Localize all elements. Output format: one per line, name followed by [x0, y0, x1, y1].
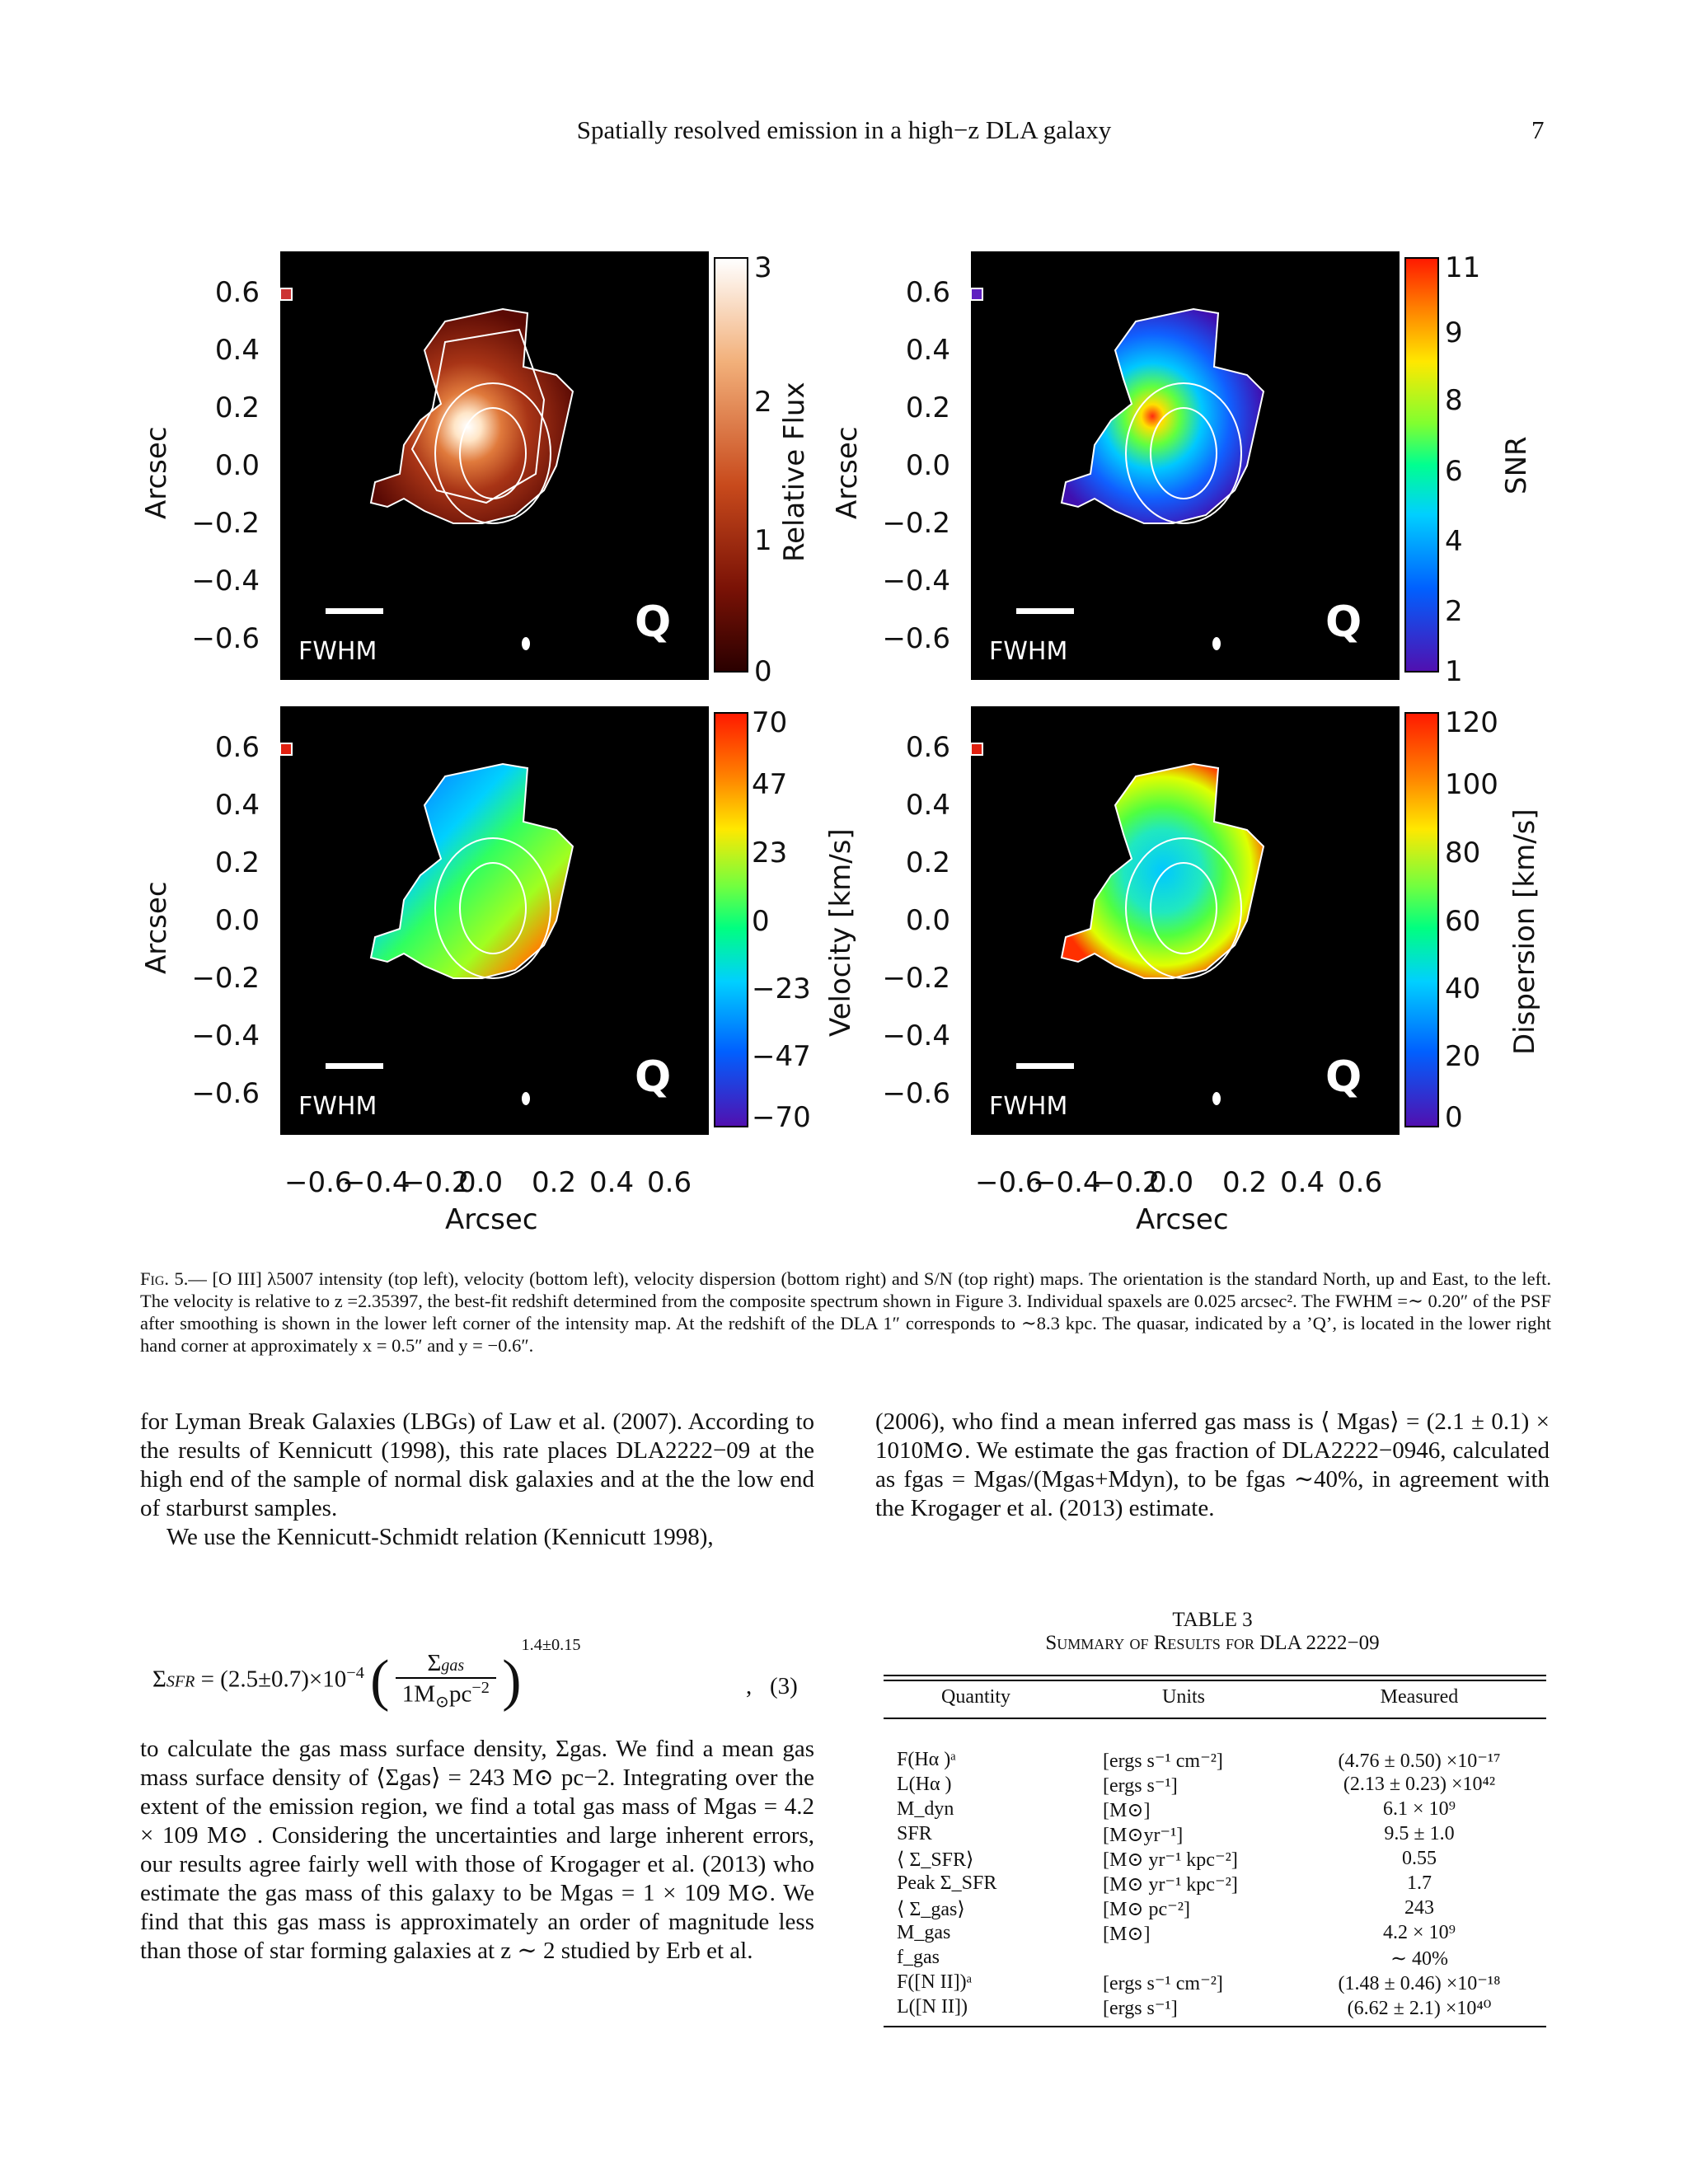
table-row: [884, 1971, 1546, 1996]
cell: F([N II])ᵃ: [897, 1971, 973, 1993]
cell: ⟨ Σ_SFR⟩: [897, 1849, 974, 1871]
column-header: Units: [1162, 1686, 1206, 1708]
fwhm-label: FWHM: [989, 1092, 1068, 1121]
cbar-title: Velocity [km/s]: [824, 828, 857, 1037]
y-tick: 0.4: [214, 789, 260, 822]
cbar-tick: 100: [1445, 768, 1498, 801]
y-tick: −0.6: [882, 622, 950, 655]
x-tick: 0.0: [1149, 1166, 1194, 1199]
y-tick: 0.2: [214, 846, 260, 879]
y-tick: −0.4: [882, 1019, 950, 1052]
table-rule: [884, 2026, 1546, 2027]
cbar-tick: 0: [754, 655, 772, 688]
table-row: [884, 1897, 1546, 1922]
column-header: Quantity: [941, 1686, 1010, 1708]
cell: [M⊙]: [1103, 1924, 1151, 1945]
running-title: Spatially resolved emission in a high−z DLA galaxy: [576, 115, 1112, 144]
table-row: [884, 1996, 1546, 2021]
paragraph: We use the Kennicutt-Schmidt relation (Kennicutt 1998),: [166, 1524, 714, 1550]
x-tick: −0.4: [342, 1166, 410, 1199]
equation-3: $\Sigma SFR = (2.5\pm 0.7)\times 10^{-4}$ ( Σgas $1M_⊙pc^{-2}$ )$^{1.4\pm 0.15}$: [152, 1636, 581, 1713]
cell: ∼ 40%: [1390, 1948, 1449, 1970]
cell: M_gas: [897, 1922, 951, 1943]
equation-lhs: Σ: [152, 1666, 166, 1693]
equation-number: , (3): [746, 1673, 798, 1699]
caption-label: Fig. 5.—: [140, 1268, 207, 1289]
x-tick: 0.6: [1338, 1166, 1383, 1199]
cell: L([N II]): [897, 1996, 968, 2018]
table-row: [884, 1872, 1546, 1897]
x-tick: −0.6: [975, 1166, 1043, 1199]
y-axis-title: Arcsec: [140, 881, 173, 974]
table-row: [884, 1823, 1546, 1848]
equation-number-text: (3): [770, 1673, 798, 1699]
caption-text: [O III] λ5007 intensity (top left), velocity (bottom left), velocity dispersion (bottom right) and S/N (top right) maps. The orientation is the standard North, up and East, to the left. The velocity is relative to z =2.35397, the best-fit redshift determined from the composite spectrum shown in Figure 3. Individual spaxels are 0.025 arcsec². The FWHM =∼ 0.20″ of the PSF after smoothing is shown in the lower left corner of the intensity map. At the redshift of the DLA 1″ corresponds to ∼8.3 kpc. The quasar, indicated by a ’Q’, is located in the lower right hand corner at approximately x = 0.5″ and y = −0.6″.: [140, 1268, 1551, 1356]
quasar-marker: Q: [1325, 1052, 1362, 1102]
cbar-tick: 1: [1445, 655, 1463, 688]
cell: [ergs s⁻¹ cm⁻²]: [1103, 1973, 1223, 1994]
x-tick: 0.0: [458, 1166, 504, 1199]
y-tick: 0.6: [905, 731, 950, 764]
colorbar-intensity: [714, 257, 748, 673]
y-tick: −0.6: [191, 1077, 260, 1110]
cell: 4.2 × 10⁹: [1383, 1922, 1456, 1943]
table-rule: [884, 1680, 1546, 1681]
panel-intensity: [280, 251, 709, 680]
cell: 243: [1404, 1897, 1434, 1919]
paragraph: for Lyman Break Galaxies (LBGs) of Law et al. (2007). According to the results of Kennicutt (1998), this rate places DLA2222−09 at the high end of the sample of normal disk galaxies and at the the low end of starburst samples.: [140, 1408, 814, 1521]
cell: 6.1 × 10⁹: [1383, 1798, 1456, 1820]
left-column: [140, 1408, 814, 1552]
cbar-tick: 0: [1445, 1101, 1463, 1134]
y-tick: 0.6: [214, 276, 260, 309]
table-row: [884, 1922, 1546, 1947]
panel-snr: [971, 251, 1400, 680]
y-tick: 0.6: [905, 276, 950, 309]
cell: [ergs s⁻¹]: [1103, 1775, 1178, 1797]
fwhm-bar: [1016, 1063, 1074, 1069]
fwhm-label: FWHM: [989, 637, 1068, 666]
cell: f_gas: [897, 1947, 940, 1968]
fwhm-bar: [326, 608, 383, 614]
cell: L(Hα ): [897, 1774, 952, 1795]
cbar-tick: 6: [1445, 455, 1463, 488]
cell: (1.48 ± 0.46) ×10⁻¹⁸: [1338, 1973, 1501, 1994]
cell: 1.7: [1407, 1872, 1432, 1894]
table-header-row: [884, 1686, 1546, 1711]
page-number: 7: [1531, 115, 1545, 144]
cbar-tick: 23: [752, 837, 788, 869]
cbar-tick: 11: [1445, 251, 1481, 284]
y-axis-title: Arcsec: [831, 426, 864, 519]
y-tick: 0.2: [214, 391, 260, 424]
cbar-title: Dispersion [km/s]: [1508, 808, 1541, 1055]
cell: Peak Σ_SFR: [897, 1872, 997, 1894]
cell: F(Hα )ᵃ: [897, 1749, 956, 1770]
quasar-marker: Q: [635, 1052, 672, 1102]
cbar-tick: 2: [1445, 595, 1463, 628]
cell: ⟨ Σ_gas⟩: [897, 1899, 965, 1920]
colorbar-velocity: [714, 712, 748, 1127]
cell: [M⊙ yr⁻¹ kpc⁻²]: [1103, 1849, 1238, 1871]
x-tick: 0.2: [532, 1166, 577, 1199]
y-tick: −0.2: [882, 507, 950, 540]
cell: [ergs s⁻¹ cm⁻²]: [1103, 1750, 1223, 1772]
right-column: [875, 1408, 1550, 1523]
cell: [M⊙ pc⁻²]: [1103, 1899, 1190, 1920]
cbar-tick: 60: [1445, 905, 1481, 938]
y-tick: −0.4: [882, 565, 950, 598]
cbar-tick: 8: [1445, 384, 1463, 417]
y-tick: −0.2: [882, 962, 950, 995]
y-tick: −0.4: [191, 1019, 260, 1052]
cell: 0.55: [1402, 1848, 1437, 1869]
y-tick: −0.6: [882, 1077, 950, 1110]
table-rule: [884, 1675, 1546, 1676]
y-tick: 0.4: [905, 334, 950, 367]
y-tick: 0.4: [214, 334, 260, 367]
panel-dispersion: [971, 706, 1400, 1135]
quasar-marker: Q: [1325, 598, 1362, 647]
table-title: TABLE 3: [1172, 1609, 1253, 1631]
paragraph: to calculate the gas mass surface density, Σgas. We find a mean gas mass surface density of ⟨Σgas⟩ = 243 M⊙ pc−2. Integrating over the extent of the emission region, we find a total gas mass of Mgas = 4.2 × 109 M⊙ . Considering the uncertainties and large inherent errors, our results agree fairly well with those of Krogager et al. (2013) who estimate the gas mass of this galaxy to be Mgas = 1 × 109 M⊙. We find that this gas mass is approximately an order of magnitude less than those of star forming galaxies at z ∼ 2 studied by Erb et al.: [140, 1736, 814, 1964]
cbar-tick: 20: [1445, 1040, 1481, 1073]
x-axis-title: Arcsec: [445, 1203, 538, 1236]
y-tick: 0.2: [905, 846, 950, 879]
y-tick: −0.2: [191, 507, 260, 540]
table-row: [884, 1749, 1546, 1774]
y-tick: 0.4: [905, 789, 950, 822]
y-tick: 0.0: [214, 904, 260, 937]
cell: (4.76 ± 0.50) ×10⁻¹⁷: [1338, 1750, 1501, 1772]
fwhm-label: FWHM: [298, 637, 377, 666]
cbar-tick: 0: [752, 905, 770, 938]
cbar-tick: −47: [752, 1040, 811, 1073]
table-rule: [884, 1718, 1546, 1719]
colorbar-snr: [1404, 257, 1439, 673]
paragraph: (2006), who find a mean inferred gas mass is ⟨ Mgas⟩ = (2.1 ± 0.1) × 1010M⊙. We estimate the gas fraction of DLA2222−0946, calculated as fgas = Mgas/(Mgas+Mdyn), to be fgas ∼40%, in agreement with the Krogager et al. (2013) estimate.: [875, 1408, 1550, 1521]
table-row: [884, 1947, 1546, 1971]
cbar-tick: 80: [1445, 837, 1481, 869]
table-row: [884, 1774, 1546, 1798]
y-tick: 0.0: [905, 449, 950, 482]
cbar-tick: 47: [752, 768, 788, 801]
cell: [ergs s⁻¹]: [1103, 1998, 1178, 2019]
cbar-tick: 4: [1445, 525, 1463, 558]
cbar-title: SNR: [1500, 436, 1533, 494]
cbar-tick: 3: [754, 251, 772, 284]
left-column-continued: [140, 1735, 814, 1966]
x-tick: 0.2: [1222, 1166, 1268, 1199]
cbar-title: Relative Flux: [778, 382, 811, 562]
x-axis-title: Arcsec: [1136, 1203, 1229, 1236]
cbar-tick: 40: [1445, 972, 1481, 1005]
fwhm-label: FWHM: [298, 1092, 377, 1121]
cbar-tick: 9: [1445, 316, 1463, 349]
cbar-tick: 2: [754, 386, 772, 419]
cell: 9.5 ± 1.0: [1384, 1823, 1455, 1844]
cell: M_dyn: [897, 1798, 954, 1820]
x-tick: −0.2: [401, 1166, 470, 1199]
x-tick: 0.4: [1280, 1166, 1325, 1199]
y-tick: 0.0: [905, 904, 950, 937]
y-tick: −0.6: [191, 622, 260, 655]
y-tick: 0.6: [214, 731, 260, 764]
x-tick: 0.4: [589, 1166, 635, 1199]
y-tick: 0.0: [214, 449, 260, 482]
cell: (2.13 ± 0.23) ×10⁴²: [1343, 1774, 1496, 1795]
table-subtitle: Summary of Results for DLA 2222−09: [1045, 1632, 1380, 1654]
cbar-tick: −70: [752, 1101, 811, 1134]
cell: (6.62 ± 2.1) ×10⁴⁰: [1347, 1998, 1492, 2019]
y-axis-title: Arcsec: [140, 426, 173, 519]
colorbar-dispersion: [1404, 712, 1439, 1127]
quasar-marker: Q: [635, 598, 672, 647]
figure-caption: [140, 1268, 1551, 1357]
x-tick: 0.6: [647, 1166, 692, 1199]
cell: SFR: [897, 1823, 932, 1844]
x-tick: −0.2: [1092, 1166, 1160, 1199]
cell: [M⊙ yr⁻¹ kpc⁻²]: [1103, 1874, 1238, 1896]
table-row: [884, 1798, 1546, 1823]
fwhm-bar: [326, 1063, 383, 1069]
x-tick: −0.6: [284, 1166, 353, 1199]
cbar-tick: 70: [752, 706, 788, 739]
cell: [M⊙]: [1103, 1800, 1151, 1821]
cell: [M⊙yr⁻¹]: [1103, 1825, 1184, 1846]
cbar-tick: 1: [754, 524, 772, 557]
table-row: [884, 1848, 1546, 1872]
panel-velocity: [280, 706, 709, 1135]
y-tick: −0.4: [191, 565, 260, 598]
cbar-tick: 120: [1445, 706, 1498, 739]
cbar-tick: −23: [752, 972, 811, 1005]
x-tick: −0.4: [1033, 1166, 1101, 1199]
y-tick: 0.2: [905, 391, 950, 424]
y-tick: −0.2: [191, 962, 260, 995]
column-header: Measured: [1380, 1686, 1459, 1708]
fwhm-bar: [1016, 608, 1074, 614]
